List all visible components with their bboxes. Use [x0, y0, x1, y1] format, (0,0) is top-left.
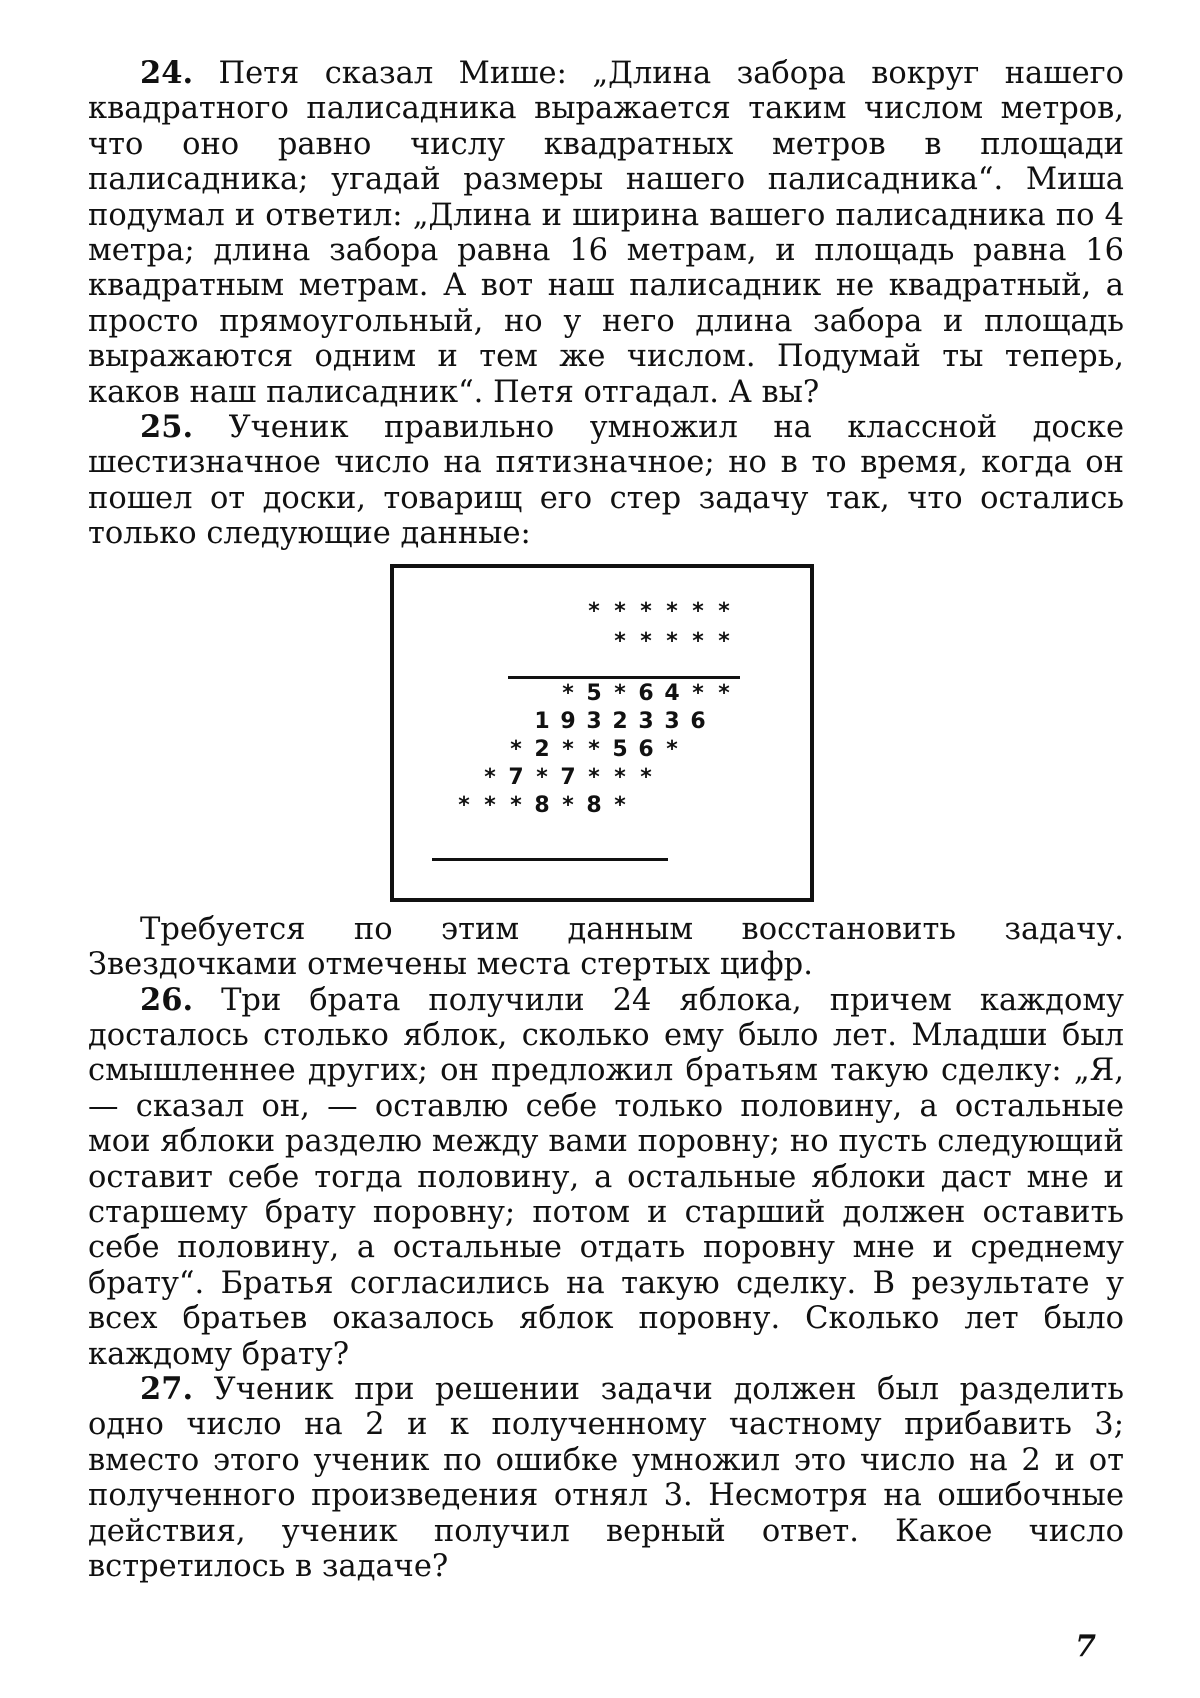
- figure-digit: *: [666, 736, 678, 762]
- figure-digit: *: [562, 736, 574, 762]
- figure-digit: 2: [612, 708, 628, 734]
- figure-digit: *: [562, 680, 574, 706]
- figure-digit: 4: [664, 680, 680, 706]
- figure-digit: 5: [586, 680, 602, 706]
- figure-digit: *: [588, 598, 600, 624]
- figure-digit: 8: [586, 792, 602, 818]
- figure-row-multiplicand: [394, 598, 810, 626]
- figure-rule-top: [508, 676, 740, 679]
- figure-digit: 5: [612, 736, 628, 762]
- figure-digit: 8: [534, 792, 550, 818]
- figure-row-partial-1: [394, 680, 810, 708]
- figure-digit: *: [614, 680, 626, 706]
- figure-digit: *: [692, 628, 704, 654]
- figure-digit: *: [484, 792, 496, 818]
- figure-digit: 6: [638, 736, 654, 762]
- book-page: [88, 56, 1124, 1676]
- figure-digit: *: [692, 680, 704, 706]
- figure-digit: *: [718, 680, 730, 706]
- figure-digit: *: [588, 736, 600, 762]
- problem-27: [88, 1372, 1124, 1584]
- figure-digit: *: [666, 628, 678, 654]
- problem-26-text: Три брата получили 24 яблока, причем каждому досталось столько яблок, сколько ему было лет. Младши был смышленнее других; он предложил братьям такую сделку: „Я,— сказал он, — оставлю себе только половину, а остальные мои яблоки разделю между вами поровну; но пусть следующий оставит себе тогда половину, а остальные яблоки даст мне и старшему брату поровну; потом и старший должен оставить себе половину, а остальные отдать поровну мне и среднему брату“. Братья согласились на такую сделку. В результате у всех братьев оказалось яблок поровну. Сколько лет было каждому брату?: [88, 982, 1124, 1372]
- figure-digit: *: [640, 628, 652, 654]
- figure-digit: 3: [586, 708, 602, 734]
- figure-digit: 1: [534, 708, 550, 734]
- multiplication-figure: [390, 564, 814, 902]
- problem-27-text: Ученик при решении задачи должен был разделить одно число на 2 и к полученному частному прибавить 3; вместо этого ученик по ошибке умножил это число на 2 и от полученного произведения отнял 3. Несмотря на ошибочные действия, ученик получил верный ответ. Какое число встретилось в задаче?: [88, 1371, 1124, 1584]
- problem-25: [88, 410, 1124, 552]
- problem-27-number: 27.: [140, 1370, 194, 1407]
- problem-26: [88, 983, 1124, 1372]
- figure-digit: *: [484, 764, 496, 790]
- figure-digit: 7: [508, 764, 524, 790]
- figure-row-multiplier: [394, 628, 810, 656]
- problem-25-number: 25.: [140, 409, 194, 446]
- figure-digit: 6: [638, 680, 654, 706]
- figure-digit: *: [692, 598, 704, 624]
- figure-digit: *: [666, 598, 678, 624]
- figure-digit: *: [536, 764, 548, 790]
- figure-digit: *: [510, 792, 522, 818]
- figure-digit: 2: [534, 736, 550, 762]
- problem-26-number: 26.: [140, 981, 194, 1018]
- figure-digit: *: [614, 792, 626, 818]
- figure-digit: *: [640, 598, 652, 624]
- figure-digit: *: [640, 764, 652, 790]
- figure-digit: *: [718, 598, 730, 624]
- figure-digit: *: [588, 764, 600, 790]
- figure-digit: *: [562, 792, 574, 818]
- figure-digit: *: [614, 598, 626, 624]
- problem-25-text: Ученик правильно умножил на классной доске шестизначное число на пятизначное; но в то время, когда он пошел от доски, товарищ его стер задачу так, что остались только следующие данные:: [88, 410, 1124, 552]
- figure-digit: 6: [690, 708, 706, 734]
- figure-row-partial-5: [394, 792, 810, 820]
- figure-digit: 7: [560, 764, 576, 790]
- problem-24: [88, 56, 1124, 410]
- figure-digit: 3: [638, 708, 654, 734]
- problem-25-continued: Требуется по этим данным восстановить задачу. Звездочками отмечены места стертых цифр.: [88, 911, 1124, 983]
- figure-digit: *: [458, 792, 470, 818]
- figure-digit: *: [614, 764, 626, 790]
- figure-row-partial-3: [394, 736, 810, 764]
- figure-digit: *: [614, 628, 626, 654]
- figure-digit: *: [510, 736, 522, 762]
- figure-row-partial-4: [394, 764, 810, 792]
- figure-digit: 9: [560, 708, 576, 734]
- figure-rule-bottom: [432, 858, 668, 861]
- problem-24-text: Петя сказал Мише: „Длина забора вокруг нашего квадратного палисадника выражается таким числом метров, что оно равно числу квадратных метров в площади палисадника; угадай размеры нашего палисадника“. Миша подумал и ответил: „Длина и ширина вашего палисадника по 4 метра; длина забора равна 16 метрам, и площадь равна 16 квадратным метрам. А вот наш палисадник не квадратный, а просто прямоугольный, но у него длина забора и площадь выражаются одним и тем же числом. Подумай ты теперь, каков наш палисадник“. Петя отгадал. А вы?: [88, 56, 1124, 410]
- page-number: 7: [1075, 1629, 1096, 1664]
- figure-digit: 3: [664, 708, 680, 734]
- figure-digit: *: [718, 628, 730, 654]
- figure-row-partial-2: [394, 708, 810, 736]
- problem-24-number: 24.: [140, 55, 194, 91]
